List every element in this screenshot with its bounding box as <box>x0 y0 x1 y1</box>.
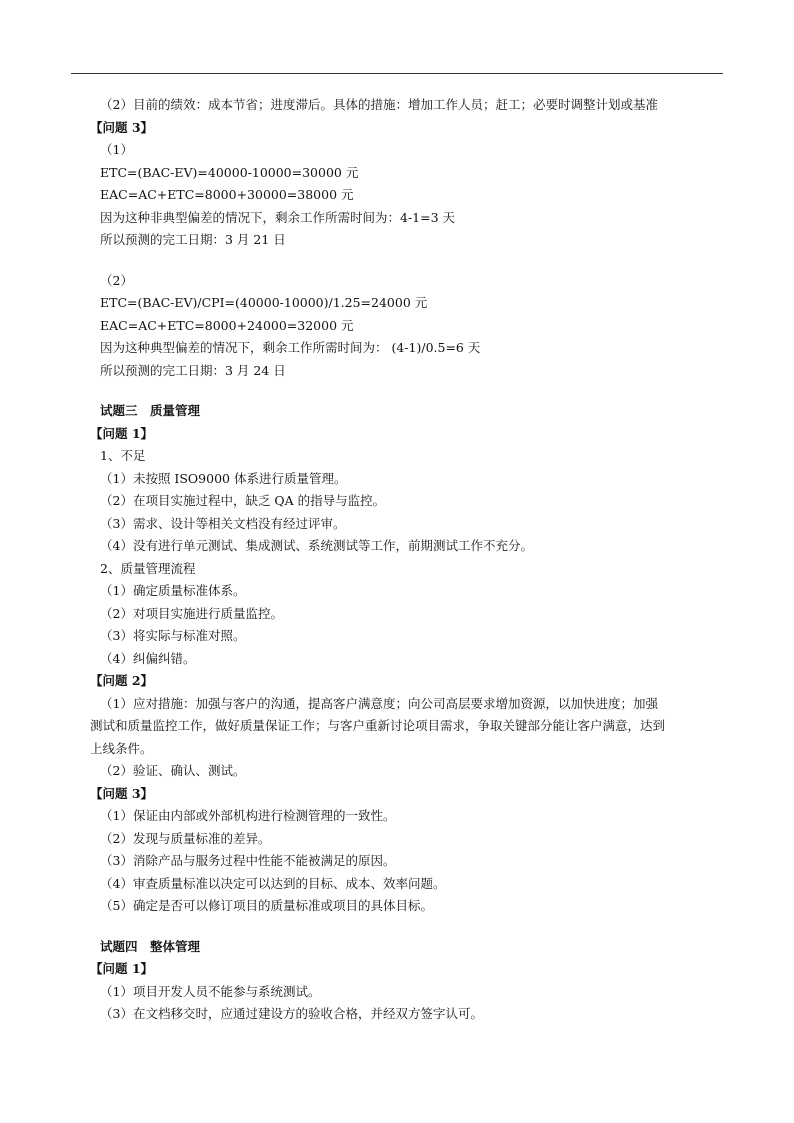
list-item: （5）确定是否可以修订项目的质量标准或项目的具体目标。 <box>100 898 433 913</box>
answer-line: 所以预测的完工日期：3 月 21 日 <box>100 232 286 247</box>
question-heading: 【问题 3】 <box>90 785 154 801</box>
answer-line: （1） <box>100 142 133 157</box>
list-item: （1）未按照 ISO9000 体系进行质量管理。 <box>100 470 347 486</box>
header-rule <box>71 73 723 74</box>
question-heading: 【问题 1】 <box>90 425 154 441</box>
list-item: （2）验证、确认、测试。 <box>100 763 246 778</box>
answer-line: 因为这种典型偏差的情况下，剩余工作所需时间为： (4-1)/0.5=6 天 <box>100 340 481 355</box>
paragraph-line: 上线条件。 <box>90 740 153 756</box>
question-heading: 【问题 1】 <box>90 961 154 976</box>
spacer <box>100 382 722 400</box>
list-item: （2）对项目实施进行质量监控。 <box>100 605 283 621</box>
formula-line: ETC=(BAC-EV)/CPI=(40000-10000)/1.25=24000 元 <box>100 295 428 310</box>
question-heading: 【问题 2】 <box>90 673 154 688</box>
list-item: （4）没有进行单元测试、集成测试、系统测试等工作，前期测试工作不充分。 <box>100 538 533 553</box>
paragraph-line: （1）应对措施：加强与客户的沟通，提高客户满意度；向公司高层要求增加资源，以加快进度；加强 <box>100 695 658 711</box>
list-item: （4）纠偏纠错。 <box>100 650 196 666</box>
list-item: （3）需求、设计等相关文档没有经过评审。 <box>100 515 346 531</box>
list-item: （3）消除产品与服务过程中性能不能被满足的原因。 <box>100 853 396 868</box>
paragraph-line: 测试和质量监控工作，做好质量保证工作；与客户重新讨论项目需求，争取关键部分能让客户满意，达到 <box>90 718 666 733</box>
answer-line: 所以预测的完工日期：3 月 24 日 <box>100 362 286 378</box>
subheading: 2、质量管理流程 <box>100 560 196 576</box>
list-item: （3）将实际与标准对照。 <box>100 628 246 643</box>
spacer <box>100 918 722 936</box>
list-item: （1）确定质量标准体系。 <box>100 583 246 598</box>
formula-line: ETC=(BAC-EV)=40000-10000=30000 元 <box>100 164 359 180</box>
list-item: （3）在文档移交时，应通过建设方的验收合格，并经双方签字认可。 <box>100 1006 483 1021</box>
formula-line: EAC=AC+ETC=8000+30000=38000 元 <box>100 187 354 202</box>
section-title: 试题四 整体管理 <box>100 938 201 954</box>
list-item: （2）发现与质量标准的差异。 <box>100 830 271 846</box>
answer-line: （2）目前的绩效：成本节省；进度滞后。具体的措施：增加工作人员；赶工；必要时调整计划或基准 <box>100 97 658 112</box>
list-item: （4）审查质量标准以决定可以达到的目标、成本、效率问题。 <box>100 875 446 891</box>
list-item: （1）保证由内部或外部机构进行检测管理的一致性。 <box>100 808 396 823</box>
list-item: （2）在项目实施过程中，缺乏 QA 的指导与监控。 <box>100 493 386 508</box>
question-heading: 【问题 3】 <box>90 119 154 135</box>
formula-line: EAC=AC+ETC=8000+24000=32000 元 <box>100 317 354 333</box>
document-body <box>90 94 722 1026</box>
answer-line: （2） <box>100 272 133 288</box>
section-title: 试题三 质量管理 <box>100 403 201 418</box>
spacer <box>100 252 722 270</box>
list-item: （1）项目开发人员不能参与系统测试。 <box>100 983 321 999</box>
subheading: 1、不足 <box>100 448 146 463</box>
answer-line: 因为这种非典型偏差的情况下，剩余工作所需时间为：4-1=3 天 <box>100 209 456 225</box>
